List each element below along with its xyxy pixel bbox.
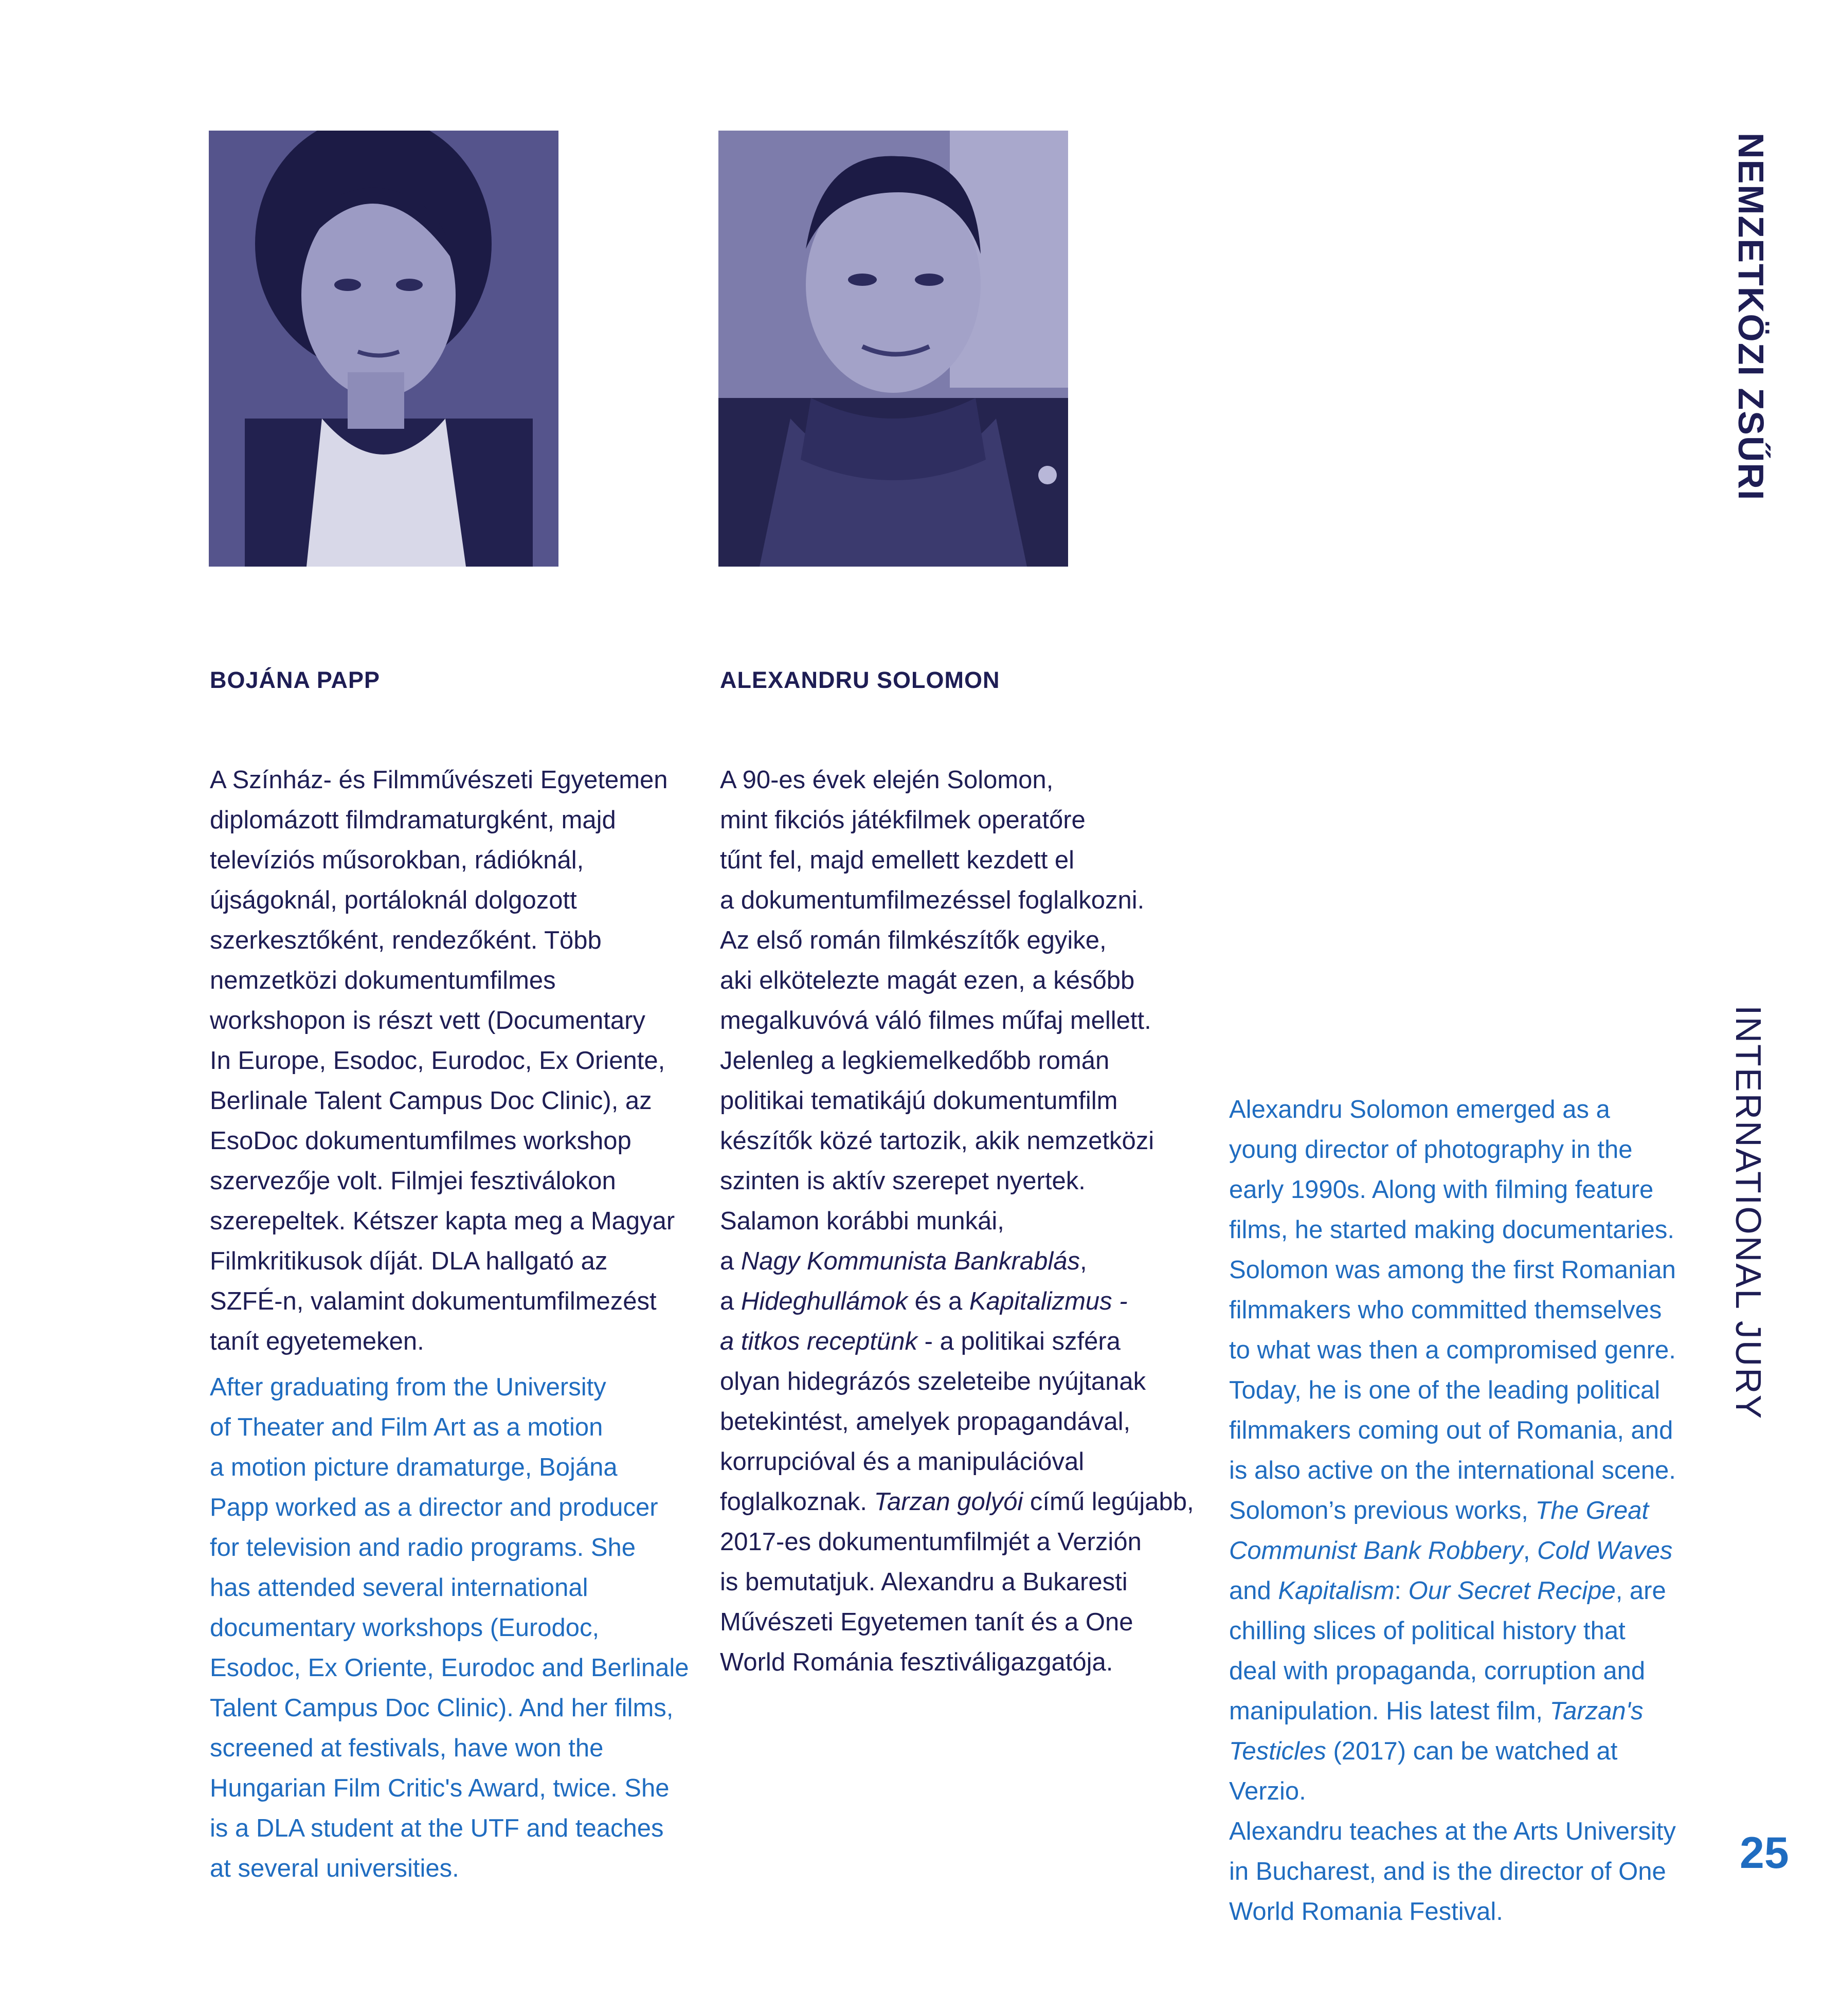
juror-photo-alexandru-solomon (718, 131, 1068, 567)
bio-text: (2017) can be watched at Verzio. Alexandru teaches at the Arts University in Bucharest, and is the director of One World Romania Festival. (1229, 1737, 1676, 1926)
film-title: Kapitalizmus - a titkos receptünk (720, 1287, 1128, 1355)
juror-photo-bojana-papp (209, 131, 558, 567)
film-title: Our Secret Recipe (1408, 1577, 1616, 1605)
bio-text: , (1523, 1537, 1538, 1565)
section-title-english: INTERNATIONAL JURY (1728, 1005, 1768, 1421)
bio-text: and (1229, 1577, 1271, 1605)
juror-2-bio-hungarian (720, 760, 1198, 1682)
film-title: Hideghullámok (741, 1287, 908, 1315)
film-title: Kapitalism (1278, 1577, 1395, 1605)
bio-text: : (1394, 1577, 1409, 1605)
film-title: Nagy Kommunista Bankrablás (741, 1247, 1080, 1275)
section-title-hungarian: NEMZETKÖZI ZSŰRI (1731, 133, 1771, 501)
bio-text: és a (908, 1287, 969, 1315)
bio-text: - a politikai szféra olyan hidegrázós szeleteibe nyújtanak betekintést, amelyek propagandával, korrupcióval és a manipulációval foglalkoznak. (720, 1328, 1146, 1516)
film-title: Cold Waves (1537, 1537, 1673, 1565)
juror-1-bio-english: After graduating from the University of Theater and Film Art as a motion a motion picture dramaturge, Bojána Papp worked as a director and producer for television and radio programs. She has attended several international documentary workshops (Eurodoc, Esodoc, Ex Oriente, Eurodoc and Berlinale Talent Campus Doc Clinic). And her films, screened at festivals, have won the Hungarian Film Critic's Award, twice. She is a DLA student at the UTF and teaches at several universities. (210, 1373, 689, 1882)
film-title: The Great Communist Bank Robbery (1229, 1497, 1649, 1565)
film-title: Tarzan golyói (874, 1488, 1023, 1516)
film-title: Tarzan's Testicles (1229, 1697, 1644, 1765)
bio-text: , are chilling slices of political history that deal with propaganda, corruption and manipulation. His latest film, (1229, 1577, 1666, 1725)
bio-text: Alexandru Solomon emerged as a young director of photography in the early 1990s. Along with filming feature films, he started making documentaries. Solomon was among the first Romanian filmmakers who committed themselves to what was then a compromised genre. Today, he is one of the leading political filmmakers coming out of Romania, and is also active on the international scene. Solomon’s previous works, (1229, 1096, 1676, 1524)
page-number: 25 (1740, 1828, 1789, 1878)
bio-text: című legújabb, 2017-es dokumentumfilmjét a Verzión is bemutatjuk. Alexandru a Bukaresti Művészeti Egyetemen tanít és a One World Románia fesztiváligazgatója. (720, 1488, 1194, 1676)
juror-1-bio-hungarian: A Színház- és Filmművészeti Egyetemen diplomázott filmdramaturgként, majd televíziós műsorokban, rádióknál, újságoknál, portáloknál dolgozott szerkesztőként, rendezőként. Több nemzetközi dokumentumfilmes workshopon is részt vett (Documentary In Europe, Esodoc, Eurodoc, Ex Oriente, Berlinale Talent Campus Doc Clinic), az EsoDoc dokumentumfilmes workshop szervezője volt. Filmjei fesztiválokon szerepeltek. Kétszer kapta meg a Magyar Filmkritikusok díját. DLA hallgató az SZFÉ-n, valamint dokumentumfilmezést tanít egyetemeken. (210, 766, 675, 1355)
juror-2-bio-english (1229, 1089, 1692, 1932)
bio-text: , a (720, 1247, 1087, 1315)
juror-name-1: BOJÁNA PAPP (210, 667, 381, 693)
bio-text: A 90-es évek elején Solomon, mint fikciós játékfilmek operatőre tűnt fel, majd emellett kezdett el a dokumentumfilmezéssel foglalkozni. Az első román filmkészítők egyike, aki elkötelezte magát ezen, a később megalkuvóvá váló filmes műfaj mellett. Jelenleg a legkiemelkedőbb román politikai tematikájú dokumentumfilm készítők közé tartozik, akik nemzetközi szinten is aktív szerepet nyertek. Salamon korábbi munkái, a (720, 766, 1154, 1275)
juror-name-2: ALEXANDRU SOLOMON (720, 667, 1000, 693)
